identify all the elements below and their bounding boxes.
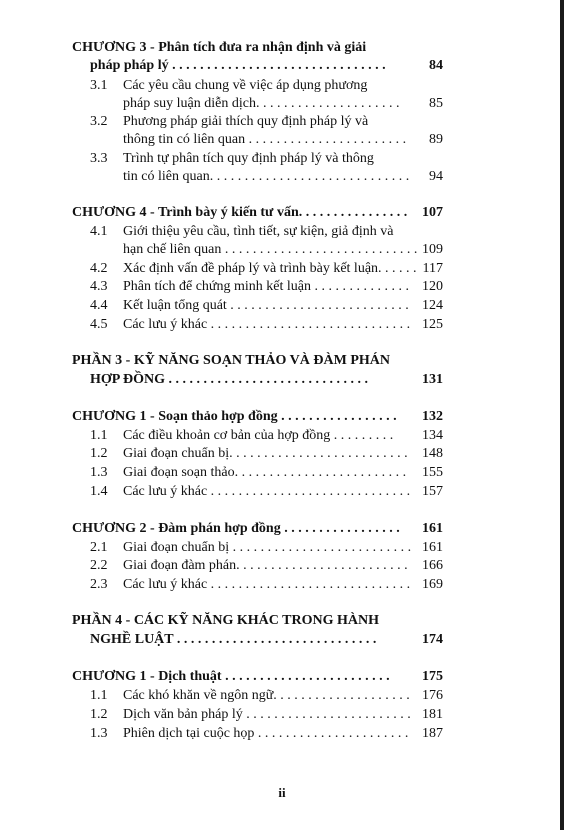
toc-page-number: 85 (429, 96, 443, 111)
toc-entry (0, 444, 564, 464)
toc-page-number: 148 (422, 446, 443, 461)
toc-entry-text: Các yêu cầu chung về việc áp dụng phương (123, 78, 368, 93)
toc-entry (0, 259, 564, 279)
toc-section-number: 1.3 (90, 465, 108, 480)
toc-section-number: 4.2 (90, 261, 108, 276)
toc-entry-text: NGHỀ LUẬT . . . . . . . . . . . . . . . . . . . . . . . . . . . . . (90, 632, 377, 647)
toc-section-number: 1.4 (90, 484, 108, 499)
toc-entry-text: Trình tự phân tích quy định pháp lý và thông (123, 151, 374, 166)
toc-entry-text: tin có liên quan. . . . . . . . . . . . . . . . . . . . . . . . . . . . . (123, 169, 410, 184)
toc-page-number: 107 (422, 205, 443, 220)
toc-entry (0, 538, 564, 558)
toc-entry-text: Các lưu ý khác . . . . . . . . . . . . . . . . . . . . . . . . . . . . . (123, 317, 411, 332)
toc-page-number: 176 (422, 688, 443, 703)
toc-section-number: 4.3 (90, 279, 108, 294)
toc-section-number: 2.3 (90, 577, 108, 592)
toc-entry-text: Dịch văn bản pháp lý . . . . . . . . . . . . . . . . . . . . . . . . (123, 707, 411, 722)
toc-section-number: 2.1 (90, 540, 108, 555)
toc-chapter-heading (0, 407, 564, 427)
toc-entry-text: Giai đoạn đàm phán. . . . . . . . . . . . . . . . . . . . . . . . . (123, 558, 408, 573)
toc-section-number: 2.2 (90, 558, 108, 573)
toc-entry-text: Giai đoạn soạn thảo. . . . . . . . . . . . . . . . . . . . . . . . . (123, 465, 407, 480)
toc-page-number: 134 (422, 428, 443, 443)
toc-page-number: 161 (422, 521, 443, 536)
toc-entry (0, 149, 564, 169)
toc-page-number: 174 (422, 632, 443, 647)
toc-page-number: 157 (422, 484, 443, 499)
toc-chapter-3-heading (0, 38, 564, 58)
toc-page-number: 169 (422, 577, 443, 592)
toc-page-number: 155 (422, 465, 443, 480)
toc-entry (0, 724, 564, 744)
toc-entry-text: Phân tích để chứng minh kết luận . . . . . . . . . . . . . . (123, 279, 409, 294)
toc-entry-text: pháp suy luận diễn dịch. . . . . . . . . . . . . . . . . . . . . (123, 96, 400, 111)
toc-chapter-heading (0, 667, 564, 687)
toc-entry (0, 463, 564, 483)
toc-entry (0, 705, 564, 725)
toc-entry (0, 686, 564, 706)
toc-part-3-heading (0, 351, 564, 371)
toc-entry (0, 426, 564, 446)
toc-entry (0, 315, 564, 335)
toc-entry-text: HỢP ĐỒNG . . . . . . . . . . . . . . . . . . . . . . . . . . . . . (90, 372, 369, 387)
toc-section-number: 3.3 (90, 151, 108, 166)
toc-entry (0, 575, 564, 595)
toc-page-number: 166 (422, 558, 443, 573)
toc-page-number: 187 (422, 726, 443, 741)
toc-entry-text: PHẦN 4 - CÁC KỸ NĂNG KHÁC TRONG HÀNH (72, 613, 379, 628)
toc-entry-text: hạn chế liên quan . . . . . . . . . . . . . . . . . . . . . . . . . . . . (123, 242, 418, 257)
toc-page-number: 94 (429, 169, 443, 184)
toc-page-number: 89 (429, 132, 443, 147)
toc-part-4-heading (0, 611, 564, 631)
toc-page-number: 181 (422, 707, 443, 722)
toc-entry-text: Giới thiệu yêu cầu, tình tiết, sự kiện, giả định và (123, 224, 394, 239)
toc-chapter-heading (0, 519, 564, 539)
toc-entry-text: pháp pháp lý . . . . . . . . . . . . . . . . . . . . . . . . . . . . . . . (90, 58, 386, 73)
toc-chapter-3-heading-cont (0, 56, 564, 76)
toc-entry (0, 556, 564, 576)
toc-section-number: 1.1 (90, 428, 108, 443)
toc-entry-text: Giai đoạn chuẩn bị . . . . . . . . . . . . . . . . . . . . . . . . . . (123, 540, 412, 555)
toc-entry-text: Các khó khăn về ngôn ngữ. . . . . . . . . . . . . . . . . . . . (123, 688, 410, 703)
toc-section-number: 3.1 (90, 78, 108, 93)
toc-section-number: 3.2 (90, 114, 108, 129)
toc-part-3-heading-cont (0, 370, 564, 390)
toc-page-number: 84 (429, 58, 443, 73)
toc-entry-text: CHƯƠNG 1 - Dịch thuật . . . . . . . . . . . . . . . . . . . . . . . . (72, 669, 390, 684)
toc-entry (0, 222, 564, 242)
toc-entry-text: Các lưu ý khác . . . . . . . . . . . . . . . . . . . . . . . . . . . . . (123, 577, 411, 592)
toc-entry-cont (0, 130, 564, 150)
toc-entry-text: Các điều khoản cơ bản của hợp đồng . . . . . . . . . (123, 428, 394, 443)
toc-entry (0, 112, 564, 132)
toc-page-number: 132 (422, 409, 443, 424)
toc-entry-cont (0, 240, 564, 260)
toc-entry-text: Giai đoạn chuẩn bị. . . . . . . . . . . . . . . . . . . . . . . . . . (123, 446, 408, 461)
toc-chapter-4-heading (0, 203, 564, 223)
toc-entry (0, 482, 564, 502)
toc-section-number: 1.1 (90, 688, 108, 703)
toc-page-number: 109 (422, 242, 443, 257)
toc-entry-text: CHƯƠNG 2 - Đàm phán hợp đồng . . . . . . . . . . . . . . . . . (72, 521, 400, 536)
toc-page-number: 117 (422, 261, 443, 276)
toc-entry-text: Xác định vấn đề pháp lý và trình bày kết luận. . . . . . (123, 261, 417, 276)
toc-section-number: 1.2 (90, 446, 108, 461)
toc-entry (0, 296, 564, 316)
toc-section-number: 1.3 (90, 726, 108, 741)
toc-section-number: 1.2 (90, 707, 108, 722)
toc-entry-text: Các lưu ý khác . . . . . . . . . . . . . . . . . . . . . . . . . . . . . (123, 484, 411, 499)
toc-part-4-heading-cont (0, 630, 564, 650)
toc-page-number: 120 (422, 279, 443, 294)
toc-entry-text: CHƯƠNG 3 - Phân tích đưa ra nhận định và giải (72, 40, 367, 55)
toc-section-number: 4.4 (90, 298, 108, 313)
page-number-footer: ii (278, 785, 286, 800)
toc-entry-text: CHƯƠNG 4 - Trình bày ý kiến tư vấn. . . . . . . . . . . . . . . . (72, 205, 408, 220)
toc-entry-text: Phiên dịch tại cuộc họp . . . . . . . . . . . . . . . . . . . . . . (123, 726, 409, 741)
toc-entry-text: CHƯƠNG 1 - Soạn thảo hợp đồng . . . . . . . . . . . . . . . . . (72, 409, 397, 424)
toc-page-number: 131 (422, 372, 443, 387)
toc-section-number: 4.5 (90, 317, 108, 332)
toc-page-number: 124 (422, 298, 443, 313)
toc-section-number: 4.1 (90, 224, 108, 239)
toc-entry (0, 76, 564, 96)
toc-entry-text: PHẦN 3 - KỸ NĂNG SOẠN THẢO VÀ ĐÀM PHÁN (72, 353, 390, 368)
toc-entry-cont (0, 94, 564, 114)
toc-page-number: 125 (422, 317, 443, 332)
toc-entry-text: Kết luận tổng quát . . . . . . . . . . . . . . . . . . . . . . . . . . (123, 298, 409, 313)
toc-entry-cont (0, 167, 564, 187)
toc-page-number: 175 (422, 669, 443, 684)
toc-entry-text: thông tin có liên quan . . . . . . . . . . . . . . . . . . . . . . . (123, 132, 407, 147)
toc-page-number: 161 (422, 540, 443, 555)
toc-entry-text: Phương pháp giải thích quy định pháp lý và (123, 114, 369, 129)
toc-entry (0, 277, 564, 297)
